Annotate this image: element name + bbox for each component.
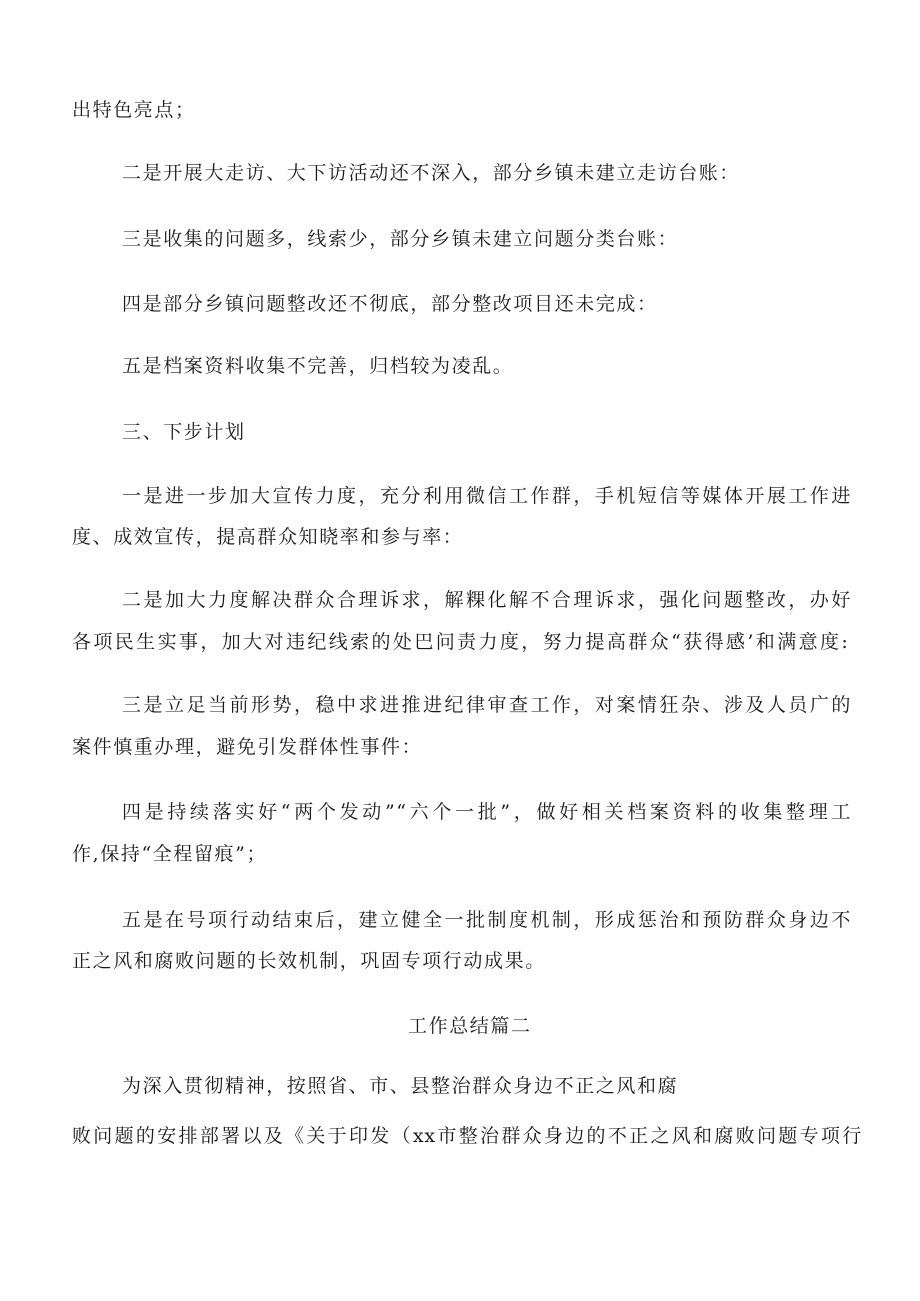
text-line-5: 五是档案资料收集不完善，归档较为凌乱。 <box>122 355 514 377</box>
section-heading-plan: 三、下步计划 <box>122 421 246 443</box>
text-line-15: 五是在号项行动结束后，建立健全一批制度机制，形成惩治和预防群众身边不 <box>122 909 852 931</box>
text-line-9: 二是加大力度解决群众合理诉求，解粿化解不合理诉求，强化问题整改，办好 <box>122 589 852 611</box>
text-line-19: 败问题的安排部署以及《关于印发（xx市整治群众身边的不正之风和腐败问题专项行 <box>72 1125 862 1147</box>
text-line-2: 二是开展大走访、大下访活动还不深入，部分乡镇未建立走访台账： <box>122 162 741 184</box>
text-line-8: 度、成效宣传，提高群众知晓率和参与率： <box>72 526 464 548</box>
text-line-10: 各项民生实事，加大对违纪线索的处巴问责力度，努力提高群众“获得感’和满意度: <box>72 631 848 653</box>
text-line-11: 三是立足当前形势，稳中求进推进纪律审查工作，对案情狂杂、涉及人员广的 <box>122 694 852 716</box>
text-line-1: 出特色亮点； <box>72 99 196 121</box>
text-line-4: 四是部分乡镇问题整改还不彻底，部分整改项目还未完成： <box>122 293 658 315</box>
section-title-part-two: 工作总结篇二 <box>408 1015 532 1037</box>
text-line-12: 案件慎重办理，避免引发群体性事件： <box>72 736 423 758</box>
text-line-3: 三是收集的问题多，线索少，部分乡镇未建立问题分类台账： <box>122 228 679 250</box>
text-line-18: 为深入贯彻精神，按照省、市、县整治群众身边不正之风和腐 <box>122 1075 679 1097</box>
text-line-13: 四是持续落实好“两个发动”“六个一批”，做好相关档案资料的收集整理工 <box>122 801 852 823</box>
text-line-14: 作,保持“全程留痕”； <box>72 843 268 865</box>
text-line-7: 一是进一步加大宣传力度，充分利用微信工作群，手机短信等媒体开展工作进 <box>122 485 852 507</box>
text-line-16: 正之风和腐败问题的长效机制，巩固专项行动成果。 <box>72 950 546 972</box>
